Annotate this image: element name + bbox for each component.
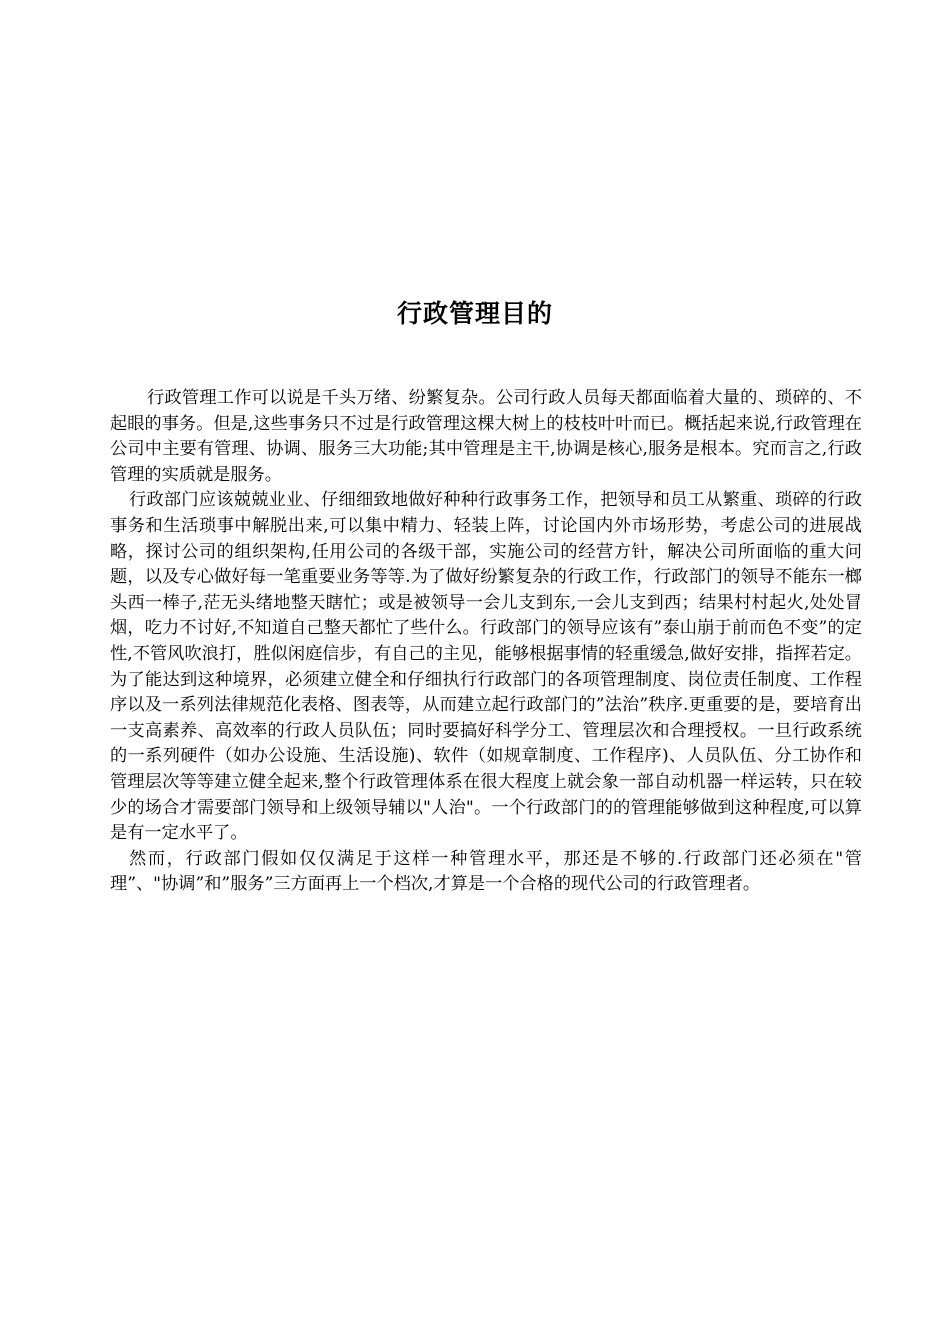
paragraph-2: 行政部门应该兢兢业业、仔细细致地做好种种行政事务工作，把领导和员工从繁重、琐碎的行政事务和生活琐事中解脱出来,可以集中精力、轻装上阵，讨论国内外市场形势，考虑公司的进展战略，探讨公司的组织架构,任用公司的各级干部，实施公司的经营方针，解决公司所面临的重大问题，以及专心做好每一笔重要业务等等.为了做好纷繁复杂的行政工作，行政部门的领导不能东一榔头西一棒子,茫无头绪地整天瞎忙；或是被领导一会儿支到东,一会儿支到西；结果村村起火,处处冒烟，吃力不讨好,不知道自己整天都忙了些什么。行政部门的领导应该有”泰山崩于前而色不变”的定性,不管风吹浪打，胜似闲庭信步，有自己的主见，能够根据事情的轻重缓急,做好安排，指挥若定。为了能达到这种境界，必须建立健全和仔细执行行政部门的各项管理制度、岗位责任制度、工作程序以及一系列法律规范化表格、图表等，从而建立起行政部门的”法治”秩序.更重要的是，要培育出一支高素养、高效率的行政人员队伍；同时要搞好科学分工、管理层次和合理授权。一旦行政系统的一系列硬件（如办公设施、生活设施)、软件（如规章制度、工作程序)、人员队伍、分工协作和管理层次等等建立健全起来,整个行政管理体系在很大程度上就会象一部自动机器一样运转，只在较少的场合才需要部门领导和上级领导辅以"人治"。一个行政部门的的管理能够做到这种程度,可以算是有一定水平了。	[110, 490, 862, 844]
document-title: 行政管理目的	[396, 299, 553, 328]
paragraph-3: 然而，行政部门假如仅仅满足于这样一种管理水平，那还是不够的.行政部门还必须在"管理”、"协调”和”服务”三方面再上一个档次,才算是一个合格的现代公司的行政管理者。	[110, 848, 862, 895]
paragraph-1: 行政管理工作可以说是千头万绪、纷繁复杂。公司行政人员每天都面临着大量的、琐碎的、不起眼的事务。但是,这些事务只不过是行政管理这棵大树上的枝枝叶叶而已。概括起来说,行政管理在公司中主要有管理、协调、服务三大功能;其中管理是主干,协调是核心,服务是根本。究而言之,行政管理的实质就是服务。	[110, 388, 862, 485]
document-body	[110, 386, 862, 898]
